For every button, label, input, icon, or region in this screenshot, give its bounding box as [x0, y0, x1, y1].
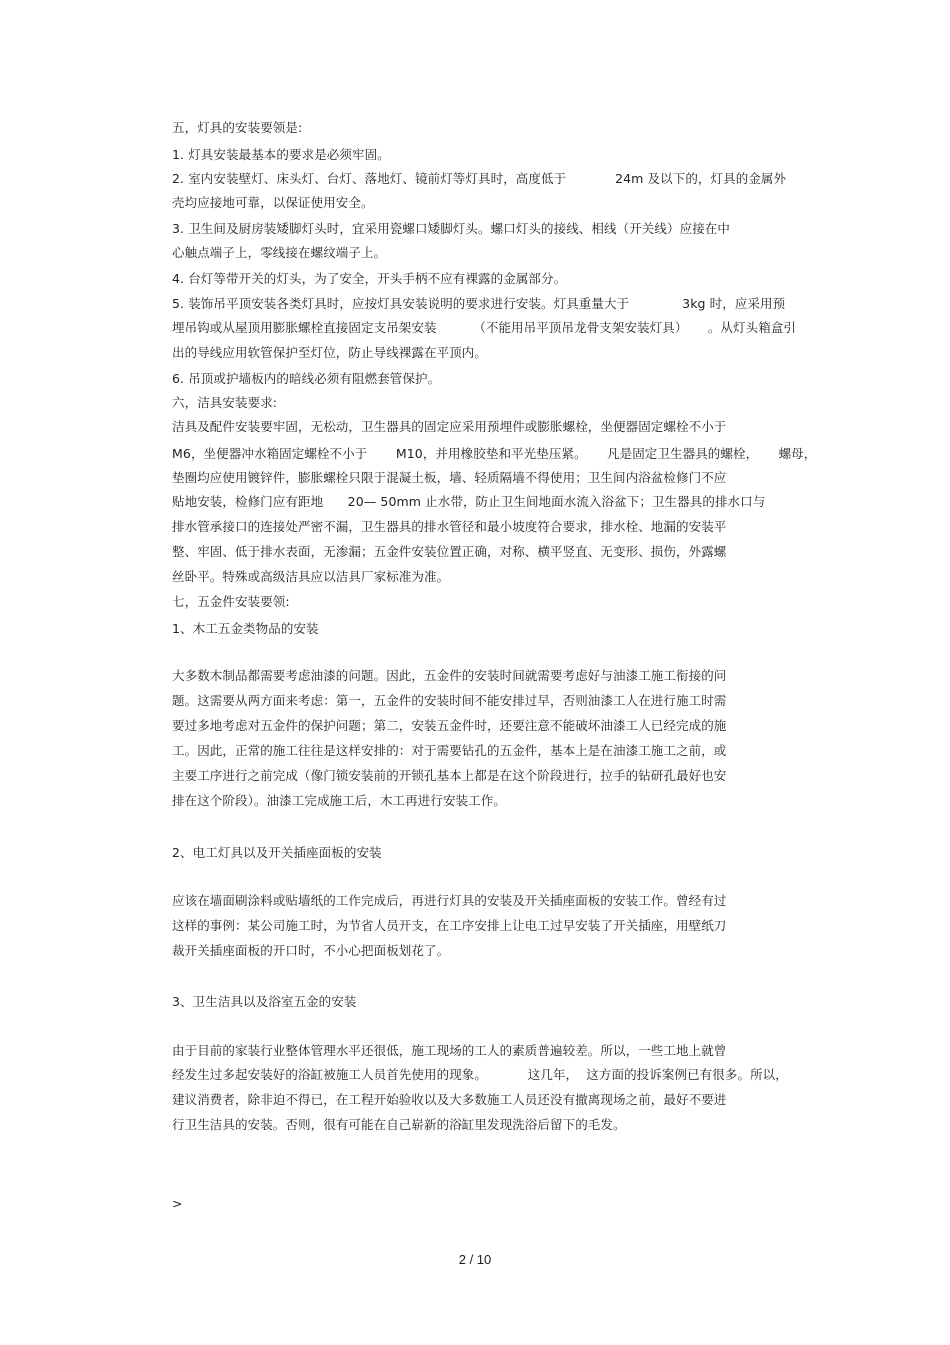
- text-line: 由于目前的家装行业整体管理水平还很低，施工现场的工人的素质普遍较差。所以，一些工地上就曾: [172, 1043, 727, 1058]
- text-line: 主要工序进行之前完成（像门锁安装前的开锁孔基本上都是在这个阶段进行，拉手的钻研孔最好也安: [172, 768, 727, 783]
- text-line: 1. 灯具安装最基本的要求是必须牢固。: [172, 147, 390, 162]
- text-line: 洁具及配件安装要牢固，无松动，卫生器具的固定应采用预埋件或膨胀螺栓，坐便器固定螺栓不小于: [172, 419, 727, 434]
- subheading-bathroom: 3、卫生洁具以及浴室五金的安装: [172, 994, 357, 1009]
- text-line: 6. 吊顶或护墙板内的暗线必须有阻燃套管保护。: [172, 371, 441, 386]
- text-line: 垫圈均应使用镀锌件，膨胀螺栓只限于混凝土板，墙、轻质隔墙不得使用；卫生间内浴盆检修门不应: [172, 470, 727, 485]
- continuation-marker: >: [172, 1196, 183, 1211]
- text-line: M6，坐便器冲水箱固定螺栓不小于 M10，并用橡胶垫和平光垫压紧。 凡是固定卫生器具的螺栓， 螺母，: [172, 446, 817, 461]
- text-line: 应该在墙面刷涂料或贴墙纸的工作完成后，再进行灯具的安装及开关插座面板的安装工作。曾经有过: [172, 893, 727, 908]
- heading-lighting: 五，灯具的安装要领是:: [172, 120, 303, 135]
- text-line: 丝卧平。特殊或高级洁具应以洁具厂家标准为准。: [172, 569, 450, 584]
- text-line: 建议消费者，除非迫不得已，在工程开始验收以及大多数施工人员还没有撤离现场之前，最好不要进: [172, 1092, 727, 1107]
- text-line: 壳均应接地可靠，以保证使用安全。: [172, 195, 374, 210]
- text-line: 4. 台灯等带开关的灯头，为了安全，开头手柄不应有裸露的金属部分。: [172, 271, 567, 286]
- text-line: 心触点端子上，零线接在螺纹端子上。: [172, 245, 387, 260]
- text-line: 排在这个阶段）。油漆工完成施工后，木工再进行安装工作。: [172, 793, 506, 808]
- text-line: 3. 卫生间及厨房装矮脚灯头时，宜采用瓷螺口矮脚灯头。螺口灯头的接线、相线（开关线）应接在中: [172, 221, 731, 236]
- text-line: 行卫生洁具的安装。否则，很有可能在自己崭新的浴缸里发现洗浴后留下的毛发。: [172, 1117, 626, 1132]
- text-line: 贴地安装，检修门应有距地 20— 50mm 止水带，防止卫生间地面水流入浴盆下；卫生器具的排水口与: [172, 494, 766, 509]
- heading-sanitary: 六，洁具安装要求:: [172, 395, 278, 410]
- text-line: 2. 室内安装壁灯、床头灯、台灯、落地灯、镜前灯等灯具时，高度低于 24m 及以下的，灯具的金属外: [172, 171, 787, 186]
- page-number: 2 / 10: [458, 1252, 492, 1267]
- heading-hardware: 七，五金件安装要领:: [172, 594, 290, 609]
- text-line: 这样的事例：某公司施工时，为节省人员开支，在工序安排上让电工过早安装了开关插座，用壁纸刀: [172, 918, 727, 933]
- text-line: 经发生过多起安装好的浴缸被施工人员首先使用的现象。 这几年， 这方面的投诉案例已有很多。所以，: [172, 1067, 788, 1082]
- text-line: 大多数木制品都需要考虑油漆的问题。因此，五金件的安装时间就需要考虑好与油漆工施工衔接的问: [172, 668, 727, 683]
- subheading-electrical: 2、电工灯具以及开关插座面板的安装: [172, 845, 382, 860]
- text-line: 出的导线应用软管保护至灯位，防止导线裸露在平顶内。: [172, 345, 488, 360]
- text-line: 整、牢固、低于排水表面，无渗漏；五金件安装位置正确，对称、横平竖直、无变形、损伤，外露螺: [172, 544, 727, 559]
- text-line: 裁开关插座面板的开口时，不小心把面板划花了。: [172, 943, 450, 958]
- text-line: 5. 装饰吊平顶安装各类灯具时，应按灯具安装说明的要求进行安装。灯具重量大于 3kg 时，应采用预: [172, 296, 786, 311]
- text-line: 埋吊钩或从屋顶用膨胀螺栓直接固定支吊架安装 （不能用吊平顶吊龙骨支架安装灯具） 。从灯头箱盒引: [172, 320, 797, 335]
- text-line: 要过多地考虑对五金件的保护问题；第二，安装五金件时，还要注意不能破坏油漆工人已经完成的施: [172, 718, 727, 733]
- text-line: 工。因此，正常的施工往往是这样安排的：对于需要钻孔的五金件，基本上是在油漆工施工之前，或: [172, 743, 727, 758]
- text-line: 排水管承接口的连接处严密不漏，卫生器具的排水管径和最小坡度符合要求，排水栓、地漏的安装平: [172, 519, 727, 534]
- text-line: 题。这需要从两方面来考虑：第一，五金件的安装时间不能安排过早，否则油漆工人在进行施工时需: [172, 693, 727, 708]
- subheading-woodwork: 1、木工五金类物品的安装: [172, 621, 319, 636]
